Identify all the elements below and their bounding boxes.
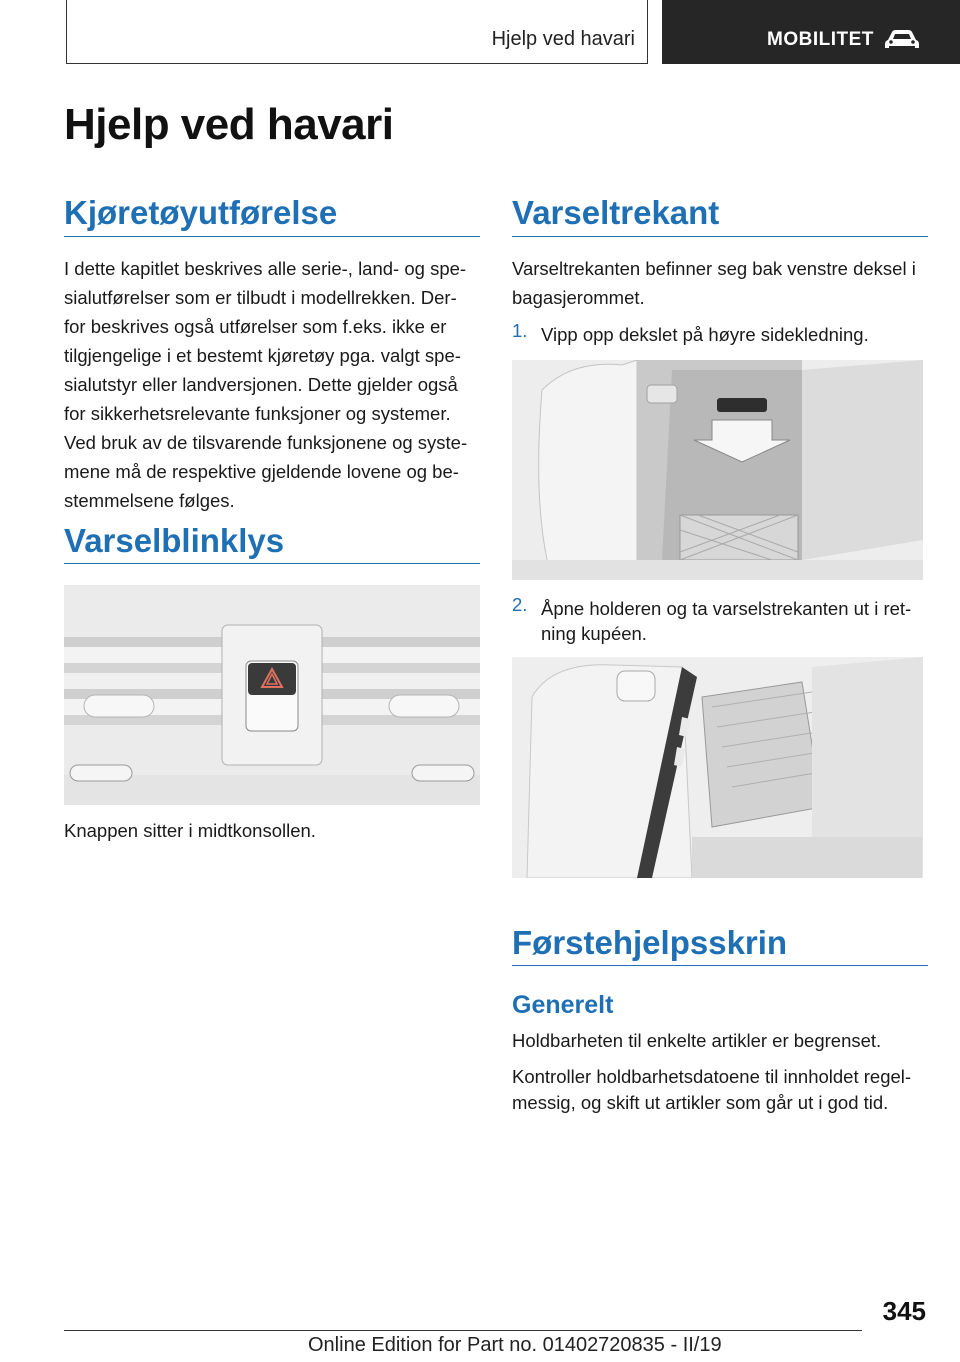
paragraph-line: mene må de respektive gjeldende lovene og be- xyxy=(64,461,459,482)
page-title: Hjelp ved havari xyxy=(64,100,394,149)
paragraph-line: Varseltrekanten befinner seg bak venstre deksel i xyxy=(512,258,916,279)
paragraph-line: bagasjerommet. xyxy=(512,287,645,308)
paragraph-line: stemmelsene følges. xyxy=(64,490,235,511)
paragraph-line: sialutstyr eller landversjonen. Dette gjelder også xyxy=(64,374,458,395)
subheading-general: Generelt xyxy=(512,991,614,1019)
chapter-tab xyxy=(662,0,960,64)
heading-first-aid-kit: Førstehjelpsskrin xyxy=(512,924,788,961)
paragraph-line: for beskrives også utførelser som f.eks. ikke er xyxy=(64,316,447,337)
heading-rule xyxy=(64,563,480,564)
heading-vehicle-version: Kjøretøyutførelse xyxy=(64,194,338,231)
cover-panel-figure xyxy=(512,360,923,580)
step-number: 1. xyxy=(512,320,528,341)
footer-rule xyxy=(64,1330,862,1331)
heading-rule xyxy=(512,965,928,966)
car-icon xyxy=(882,26,922,52)
hazard-button-figure xyxy=(64,585,480,805)
paragraph-line: tilgjengelige i et bestemt kjøretøy pga. valgt spe- xyxy=(64,345,461,366)
running-header-title: Hjelp ved havari xyxy=(491,28,635,50)
paragraph-line: Kontroller holdbarhetsdatoene til innholdet regel- xyxy=(512,1066,912,1087)
paragraph-line: I dette kapitlet beskrives alle serie-, land- og spe- xyxy=(64,258,467,279)
chapter-label: MOBILITET xyxy=(767,29,874,50)
heading-hazard-lights: Varselblinklys xyxy=(64,522,285,559)
paragraph-line: messig, og skift ut artikler som går ut i god tid. xyxy=(512,1092,889,1113)
triangle-holder-figure xyxy=(512,657,923,878)
edition-footer: Online Edition for Part no. 01402720835 - II/19 xyxy=(308,1334,722,1356)
paragraph-line: Ved bruk av de tilsvarende funksjonene og syste- xyxy=(64,432,468,453)
page-number: 345 xyxy=(882,1296,926,1326)
paragraph-line: for sikkerhetsrelevante funksjoner og systemer. xyxy=(64,403,451,424)
hazard-figure-caption: Knappen sitter i midtkonsollen. xyxy=(64,820,316,841)
paragraph-line: sialutførelser som er tilbudt i modellrekken. Der- xyxy=(64,287,457,308)
heading-warning-triangle: Varseltrekant xyxy=(512,194,720,231)
heading-rule xyxy=(64,236,480,237)
step-text: Åpne holderen og ta varselstrekanten ut i ret- xyxy=(541,598,912,619)
first-aid-paragraph: Holdbarheten til enkelte artikler er begrenset. xyxy=(512,1030,882,1051)
step-text: ning kupéen. xyxy=(541,623,647,644)
step-number: 2. xyxy=(512,594,528,615)
step-text: Vipp opp dekslet på høyre sidekledning. xyxy=(541,324,869,345)
heading-rule xyxy=(512,236,928,237)
running-header xyxy=(66,0,648,64)
